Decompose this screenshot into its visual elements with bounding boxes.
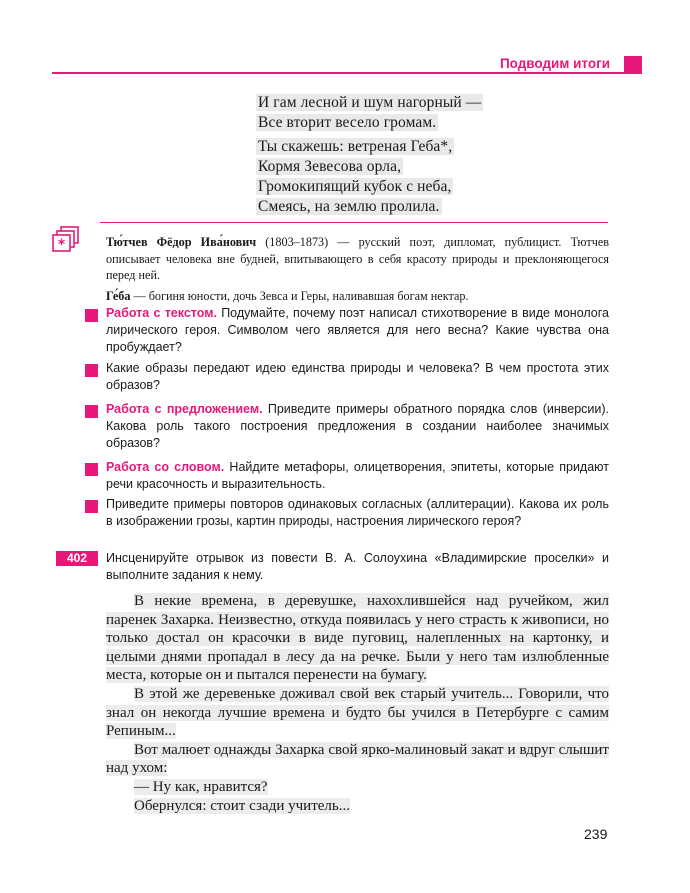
- task-heading: Работа с текстом.: [106, 306, 217, 320]
- poem-line: Кормя Зевесова орла,: [258, 158, 402, 175]
- task-body: Какие образы передают идею единства природы и человека? В чем простота этих образов?: [106, 361, 609, 392]
- poem-line: Ты скажешь: ветреная Геба*,: [258, 138, 453, 155]
- task-marker: [85, 364, 98, 377]
- excerpt-text: В некие времена, в деревушке, нахохлившейся над ручейком, жил паренек Захарка. Неизвестно, откуда появилась у него страсть к живописи, но только достал он красочки в виде пуговиц, налепленных на картонку, и целыми днями пропадал в лесу да на речке. Были у него там излюбленные места, которые он и пытался перенести на бумагу.: [106, 593, 609, 684]
- task-marker: [85, 405, 98, 418]
- excerpt-paragraph: [106, 797, 609, 816]
- footnote-term: Ге́ба: [106, 288, 131, 303]
- task-body: Найдите метафоры, олицетворения, эпитеты, которые придают речи красочность и выразительность.: [106, 460, 609, 491]
- excerpt-text: Вот малюет однажды Захарка свой ярко-малиновый закат и вдруг слышит над ухом:: [106, 741, 609, 777]
- excerpt-paragraph: [106, 741, 609, 778]
- exercise-number: 402: [56, 551, 98, 566]
- exercise-text: Инсценируйте отрывок из повести В. А. Солоухина «Владимирские проселки» и выполните задания к нему.: [106, 551, 609, 582]
- excerpt-paragraph: [106, 592, 609, 685]
- excerpt-paragraph: [106, 685, 609, 741]
- task-body: Приведите примеры обратного порядка слов (инверсии). Какова роль такого построения предложения в создании наиболее значимых образов?: [106, 402, 609, 450]
- task-heading: Работа со словом.: [106, 460, 225, 474]
- poem-line: Все вторит весело громам.: [258, 114, 437, 131]
- poem-line: И гам лесной и шум нагорный —: [258, 94, 482, 111]
- footnote-tyutchev: [106, 234, 609, 284]
- asterisk-note-icon: [52, 226, 80, 252]
- footnote-text: (1803–1873) — русский поэт, дипломат, публицист. Тютчев описывает человека вне будней, впитывающего в себя красоту природы и преклоняющегося перед ней.: [106, 235, 609, 282]
- footnote-geba: [106, 288, 609, 305]
- task-text: [106, 496, 609, 530]
- task-text: [106, 459, 609, 493]
- task-text: [106, 360, 609, 394]
- task-body: Приведите примеры повторов одинаковых согласных (аллитерации). Какова их роль в изображении грозы, картин природы, настроения лирического героя?: [106, 497, 609, 528]
- task-marker: [85, 463, 98, 476]
- svg-text:*: *: [57, 237, 66, 252]
- poem-line: Громокипящий кубок с неба,: [258, 178, 452, 195]
- task-text: [106, 305, 609, 356]
- excerpt: [106, 592, 609, 815]
- note-rule: [100, 222, 608, 223]
- section-title: Подводим итоги: [499, 56, 610, 71]
- task-body: Подумайте, почему поэт написал стихотворение в виде монолога лирического героя. Символом чего является для него весна? Какие чувства она пробуждает?: [106, 306, 609, 354]
- task-marker: [85, 309, 98, 322]
- task-heading: Работа с предложением.: [106, 402, 263, 416]
- excerpt-text: В этой же деревеньке доживал свой век старый учитель... Говорили, что знал он некогда лучшие времена и будто бы учился в Петербурге с самим Репиным...: [106, 685, 609, 740]
- excerpt-text: Обернулся: стоит сзади учитель...: [134, 797, 350, 814]
- poem-stanza-2: [256, 137, 454, 217]
- footnote-block: [106, 234, 609, 304]
- header-rule: [52, 72, 638, 74]
- task-text: [106, 401, 609, 452]
- footnote-term: Тю́тчев Фёдор Ива́нович: [106, 235, 257, 249]
- page-number: 239: [584, 826, 608, 842]
- excerpt-text: — Ну как, нравится?: [134, 778, 268, 795]
- task-marker: [85, 500, 98, 513]
- footnote-text: — богиня юности, дочь Зевса и Геры, наливавшая богам нектар.: [130, 288, 469, 303]
- poem-line: Смеясь, на землю пролила.: [258, 198, 440, 215]
- excerpt-paragraph: [106, 778, 609, 797]
- poem-stanza-1: [256, 93, 483, 133]
